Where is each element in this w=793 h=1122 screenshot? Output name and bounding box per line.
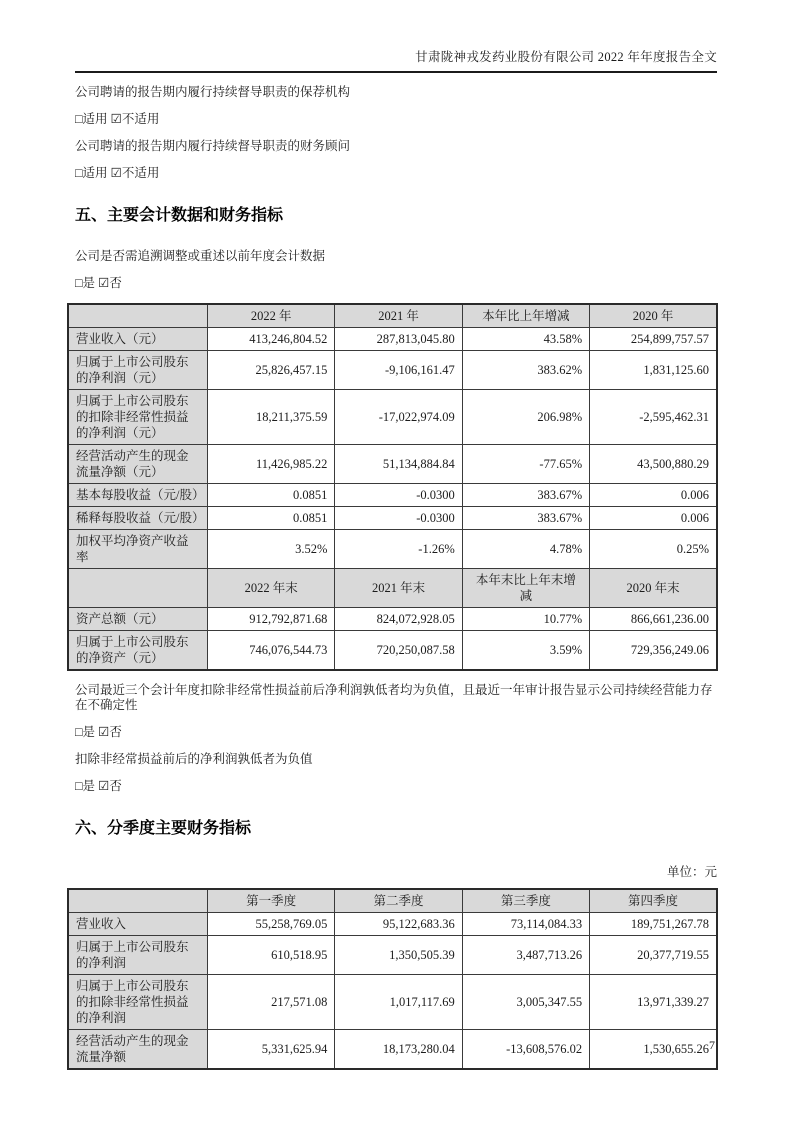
cell-value: 413,246,804.52 [208,328,335,351]
column-header: 2021 年末 [335,569,462,608]
cell-value: 720,250,087.58 [335,631,462,671]
cell-value: -1.26% [335,530,462,569]
cell-value: -17,022,974.09 [335,390,462,445]
cell-value: -77.65% [462,445,589,484]
row-label: 归属于上市公司股东的扣除非经常性损益的净利润 [68,975,208,1030]
row-label: 资产总额（元） [68,608,208,631]
table-header-row [68,889,717,913]
cell-value: 3,005,347.55 [462,975,589,1030]
column-header: 2021 年 [335,304,462,328]
row-label-header [68,304,208,328]
cell-value: 866,661,236.00 [590,608,717,631]
cell-value: 0.006 [590,507,717,530]
cell-value: -0.0300 [335,484,462,507]
cell-value: 4.78% [462,530,589,569]
sponsor-statement: 公司聘请的报告期内履行持续督导职责的保荐机构 [75,85,351,99]
column-header: 第三季度 [462,889,589,913]
row-label: 归属于上市公司股东的净利润（元） [68,351,208,390]
cell-value: 18,173,280.04 [335,1030,462,1070]
table-row [68,351,717,390]
table-row [68,390,717,445]
row-label: 稀释每股收益（元/股） [68,507,208,530]
cell-value: 383.62% [462,351,589,390]
cell-value: 43.58% [462,328,589,351]
column-header: 2022 年末 [208,569,335,608]
cell-value: 217,571.08 [208,975,335,1030]
row-label: 归属于上市公司股东的净资产（元） [68,631,208,671]
cell-value: 43,500,880.29 [590,445,717,484]
cell-value: 11,426,985.22 [208,445,335,484]
sponsor-checkboxes: □适用 ☑不适用 [75,112,160,126]
column-header: 第一季度 [208,889,335,913]
table-row [68,913,717,936]
advisor-checkboxes: □适用 ☑不适用 [75,166,160,180]
cell-value: -13,608,576.02 [462,1030,589,1070]
cell-value: 0.0851 [208,484,335,507]
row-label: 经营活动产生的现金流量净额 [68,1030,208,1070]
column-header: 第二季度 [335,889,462,913]
row-label: 基本每股收益（元/股） [68,484,208,507]
cell-value: 3.59% [462,631,589,671]
table-row [68,608,717,631]
section-6-title: 六、分季度主要财务指标 [75,820,252,837]
column-header: 2022 年 [208,304,335,328]
cell-value: -0.0300 [335,507,462,530]
negative-profit-checkboxes: □是 ☑否 [75,779,122,793]
cell-value: 73,114,084.33 [462,913,589,936]
cell-value: 5,331,625.94 [208,1030,335,1070]
cell-value: 912,792,871.68 [208,608,335,631]
restatement-checkboxes: □是 ☑否 [75,276,122,290]
cell-value: 13,971,339.27 [590,975,717,1030]
column-header: 第四季度 [590,889,717,913]
row-label: 加权平均净资产收益率 [68,530,208,569]
row-label: 归属于上市公司股东的扣除非经常性损益的净利润（元） [68,390,208,445]
table-row [68,1030,717,1070]
row-label-header [68,569,208,608]
quarterly-financials-table [67,888,718,1070]
row-label: 营业收入 [68,913,208,936]
cell-value: 824,072,928.05 [335,608,462,631]
unit-label: 单位：元 [666,865,717,879]
cell-value: 0.006 [590,484,717,507]
page-number: 7 [709,1038,715,1052]
row-label: 归属于上市公司股东的净利润 [68,936,208,975]
annual-financials-table [67,303,718,671]
cell-value: 1,350,505.39 [335,936,462,975]
header-divider [75,71,717,73]
restatement-question: 公司是否需追溯调整或重述以前年度会计数据 [75,249,326,263]
cell-value: 287,813,045.80 [335,328,462,351]
cell-value: 95,122,683.36 [335,913,462,936]
table-row [68,445,717,484]
cell-value: 1,831,125.60 [590,351,717,390]
row-label: 营业收入（元） [68,328,208,351]
column-header: 2020 年 [590,304,717,328]
report-title: 甘肃陇神戎发药业股份有限公司 2022 年年度报告全文 [415,50,717,64]
cell-value: 746,076,544.73 [208,631,335,671]
cell-value: 18,211,375.59 [208,390,335,445]
table-row [68,631,717,671]
column-header: 本年末比上年末增减 [462,569,589,608]
column-header: 本年比上年增减 [462,304,589,328]
cell-value: 3.52% [208,530,335,569]
cell-value: 3,487,713.26 [462,936,589,975]
cell-value: 0.25% [590,530,717,569]
cell-value: 610,518.95 [208,936,335,975]
table-row [68,975,717,1030]
cell-value: 51,134,884.84 [335,445,462,484]
going-concern-checkboxes: □是 ☑否 [75,725,122,739]
cell-value: 0.0851 [208,507,335,530]
section-5-title: 五、主要会计数据和财务指标 [75,207,284,224]
cell-value: 383.67% [462,484,589,507]
advisor-statement: 公司聘请的报告期内履行持续督导职责的财务顾问 [75,139,351,153]
going-concern-note: 公司最近三个会计年度扣除非经常性损益前后净利润孰低者均为负值，且最近一年审计报告显示公司持续经营能力存在不确定性 [75,683,713,712]
cell-value: 729,356,249.06 [590,631,717,671]
cell-value: 383.67% [462,507,589,530]
row-label-header [68,889,208,913]
negative-profit-note: 扣除非经常损益前后的净利润孰低者为负值 [75,752,313,766]
table-header-row [68,569,717,608]
cell-value: 25,826,457.15 [208,351,335,390]
page-header [75,0,717,73]
cell-value: 55,258,769.05 [208,913,335,936]
cell-value: 1,017,117.69 [335,975,462,1030]
cell-value: 189,751,267.78 [590,913,717,936]
table-row [68,507,717,530]
cell-value: 1,530,655.26 [590,1030,717,1070]
column-header: 2020 年末 [590,569,717,608]
cell-value: 10.77% [462,608,589,631]
table-row [68,936,717,975]
table-header-row [68,304,717,328]
cell-value: 20,377,719.55 [590,936,717,975]
cell-value: 206.98% [462,390,589,445]
cell-value: -2,595,462.31 [590,390,717,445]
table-row [68,484,717,507]
row-label: 经营活动产生的现金流量净额（元） [68,445,208,484]
cell-value: 254,899,757.57 [590,328,717,351]
cell-value: -9,106,161.47 [335,351,462,390]
table-row [68,328,717,351]
table-row [68,530,717,569]
